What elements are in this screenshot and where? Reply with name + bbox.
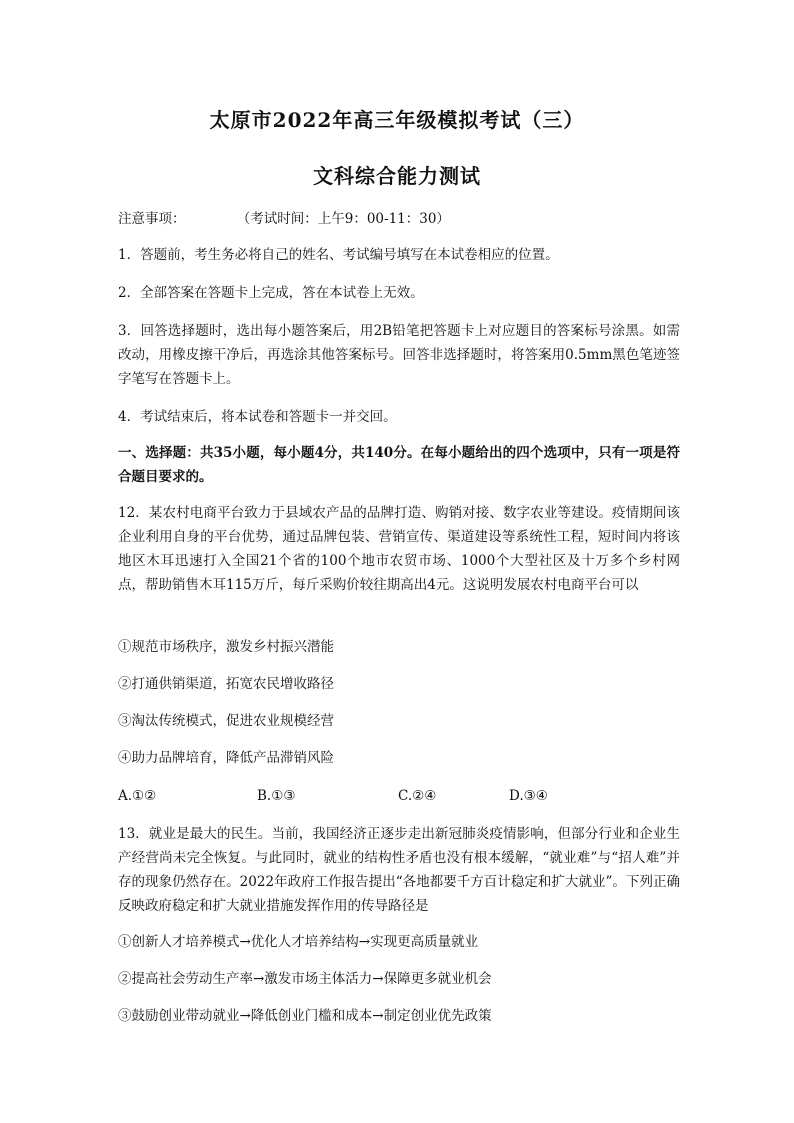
section-heading: 一、选择题：共35小题，每小题4分，共140分。在每小题给出的四个选项中，只有一项是符合题目要求的。 [118, 445, 680, 485]
q12-option-a: A.①② [118, 788, 157, 804]
q12-statement-2: ②打通供销渠道，拓宽农民增收路径 [118, 676, 334, 692]
q12-statement-1: ①规范市场秩序，激发乡村振兴潜能 [118, 639, 334, 655]
q13-statement-3: ③鼓励创业带动就业→降低创业门槛和成本→制定创业优先政策 [118, 1008, 492, 1024]
question-13-stem: 13．就业是最大的民生。当前，我国经济正逐步走出新冠肺炎疫情影响，但部分行业和企业生产经营尚未完全恢复。与此同时，就业的结构性矛盾也没有根本缓解，“就业难”与“招人难”并存的现象仍然存在。2022年政府工作报告提出“各地都要千方百计稳定和扩大就业”。下列正确反映政府稳定和扩大就业措施发挥作用的传导路径是 [118, 826, 680, 914]
question-12-stem: 12．某农村电商平台致力于县域农产品的品牌打造、购销对接、数字农业等建设。疫情期间该企业利用自身的平台优势，通过品牌包装、营销宣传、渠道建设等系统性工程，短时间内将该地区木耳迅速打入全国21个省的100个地市农贸市场、1000个大型社区及十万多个乡村网点，帮助销售木耳115万斤，每斤采购价较往期高出4元。这说明发展农村电商平台可以 [118, 505, 680, 593]
notice-line [118, 207, 688, 231]
q12-statement-3: ③淘汰传统模式，促进农业规模经营 [118, 713, 334, 729]
exam-title: 太原市2022年高三年级模拟考试（三） [209, 108, 585, 132]
q12-statement-4: ④助力品牌培育，降低产品滞销风险 [118, 750, 334, 766]
q12-option-b: B.①③ [257, 788, 296, 804]
notice-item-2: 2．全部答案在答题卡上完成，答在本试卷上无效。 [118, 285, 424, 301]
q12-option-c: C.②④ [398, 788, 437, 804]
notice-item-3: 3．回答选择题时，选出每小题答案后，用2B铅笔把答题卡上对应题目的答案标号涂黑。如需改动，用橡皮擦干净后，再选涂其他答案标号。回答非选择题时，将答案用0.5mm黑色笔迹签字笔写在答题卡上。 [118, 323, 680, 387]
q13-statement-2: ②提高社会劳动生产率→激发市场主体活力→保障更多就业机会 [118, 971, 492, 987]
q13-statement-1: ①创新人才培养模式→优化人才培养结构→实现更高质量就业 [118, 934, 479, 950]
notice-item-4: 4．考试结束后，将本试卷和答题卡一并交回。 [118, 409, 397, 425]
exam-time: （考试时间：上午9：00-11：30） [243, 211, 450, 227]
q12-options [118, 784, 688, 808]
notice-label: 注意事项： [118, 211, 186, 227]
q12-option-d: D.③④ [509, 788, 548, 804]
notice-item-1: 1．答题前，考生务必将自己的姓名、考试编号填写在本试卷相应的位置。 [118, 247, 559, 263]
exam-subtitle: 文科综合能力测试 [313, 164, 481, 188]
